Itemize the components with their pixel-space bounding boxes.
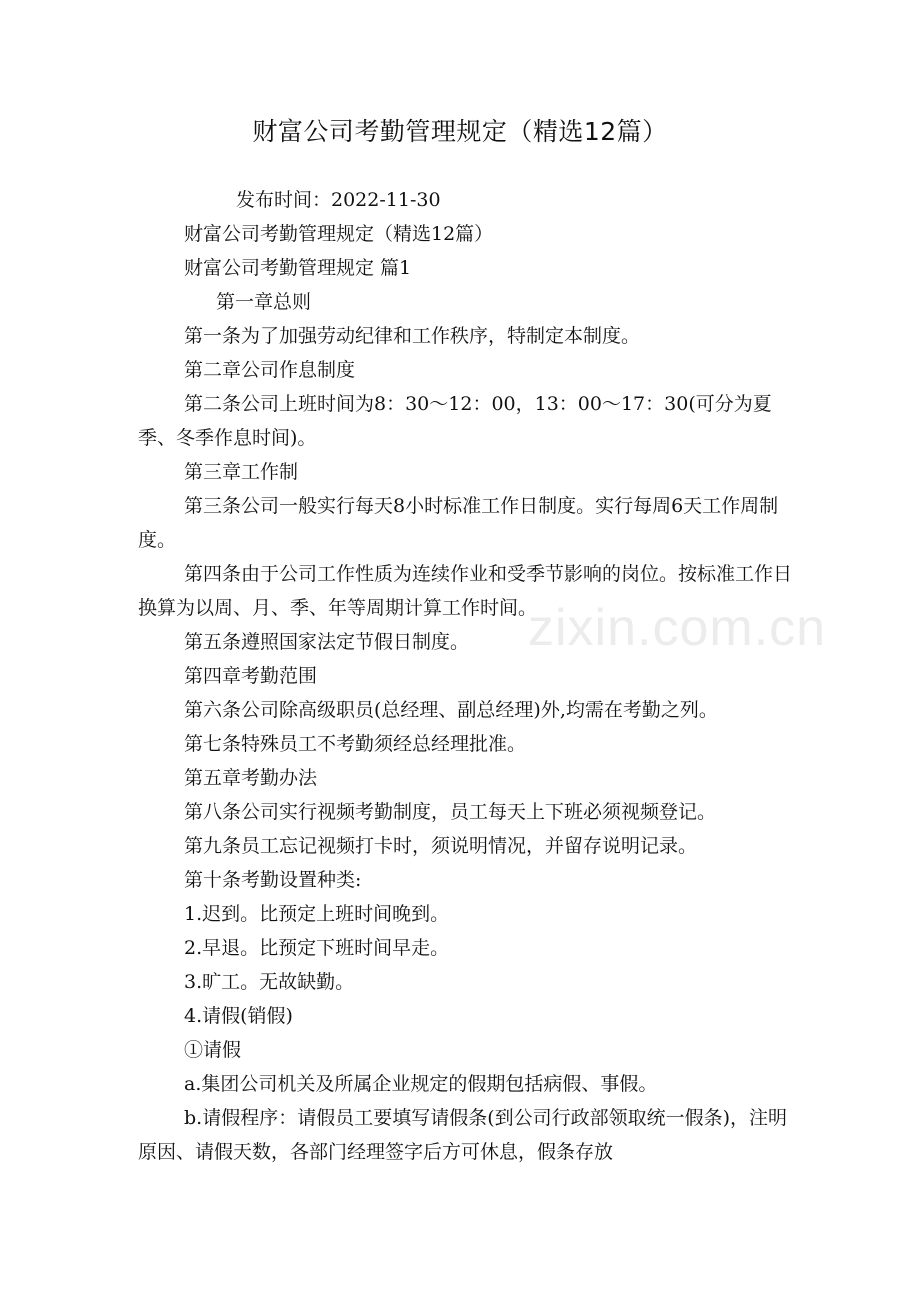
paragraph: 第三章工作制: [184, 461, 299, 483]
paragraph: a.集团公司机关及所属企业规定的假期包括病假、事假。: [184, 1073, 658, 1095]
watermark: zixin.com.cn: [528, 599, 827, 657]
paragraph: ①请假: [184, 1039, 242, 1061]
paragraph: 第三条公司一般实行每天8小时标准工作日制度。实行每周6天工作周制度。: [138, 495, 779, 551]
paragraph: b.请假程序：请假员工要填写请假条(到公司行政部领取统一假条)，注明原因、请假天数，各部门经理签字后方可休息，假条存放: [138, 1107, 788, 1163]
paragraph: 3.旷工。无故缺勤。: [184, 971, 355, 993]
paragraph: 1.迟到。比预定上班时间晚到。: [184, 903, 450, 925]
document-title: 财富公司考勤管理规定（精选12篇）: [252, 117, 668, 146]
paragraph: 第十条考勤设置种类:: [184, 869, 362, 891]
paragraph: 4.请假(销假): [184, 1005, 293, 1027]
paragraph: 第八条公司实行视频考勤制度，员工每天上下班必须视频登记。: [184, 801, 717, 823]
paragraph: 财富公司考勤管理规定 篇1: [184, 257, 412, 279]
paragraph: 第一章总则: [216, 291, 312, 313]
paragraph: 财富公司考勤管理规定（精选12篇）: [184, 223, 494, 245]
paragraph: 第二章公司作息制度: [184, 359, 356, 381]
publish-date: 发布时间：2022-11-30: [236, 189, 441, 211]
document-body: [138, 183, 800, 1169]
paragraph: 第五章考勤办法: [184, 767, 318, 789]
paragraph-list: [138, 217, 800, 1169]
paragraph: 第二条公司上班时间为8：30～12：00，13：00～17：30(可分为夏季、冬季作息时间)。: [138, 393, 772, 449]
paragraph: 第四条由于公司工作性质为连续作业和受季节影响的岗位。按标准工作日换算为以周、月、季、年等周期计算工作时间。: [138, 563, 793, 619]
paragraph: 第五条遵照国家法定节假日制度。: [184, 631, 470, 653]
paragraph: 第七条特殊员工不考勤须经总经理批准。: [184, 733, 527, 755]
paragraph: 第一条为了加强劳动纪律和工作秩序，特制定本制度。: [184, 325, 641, 347]
paragraph: 第九条员工忘记视频打卡时，须说明情况，并留存说明记录。: [184, 835, 698, 857]
paragraph: 第六条公司除高级职员(总经理、副总经理)外,均需在考勤之列。: [184, 699, 718, 721]
paragraph: 第四章考勤范围: [184, 665, 318, 687]
paragraph: 2.早退。比预定下班时间早走。: [184, 937, 450, 959]
